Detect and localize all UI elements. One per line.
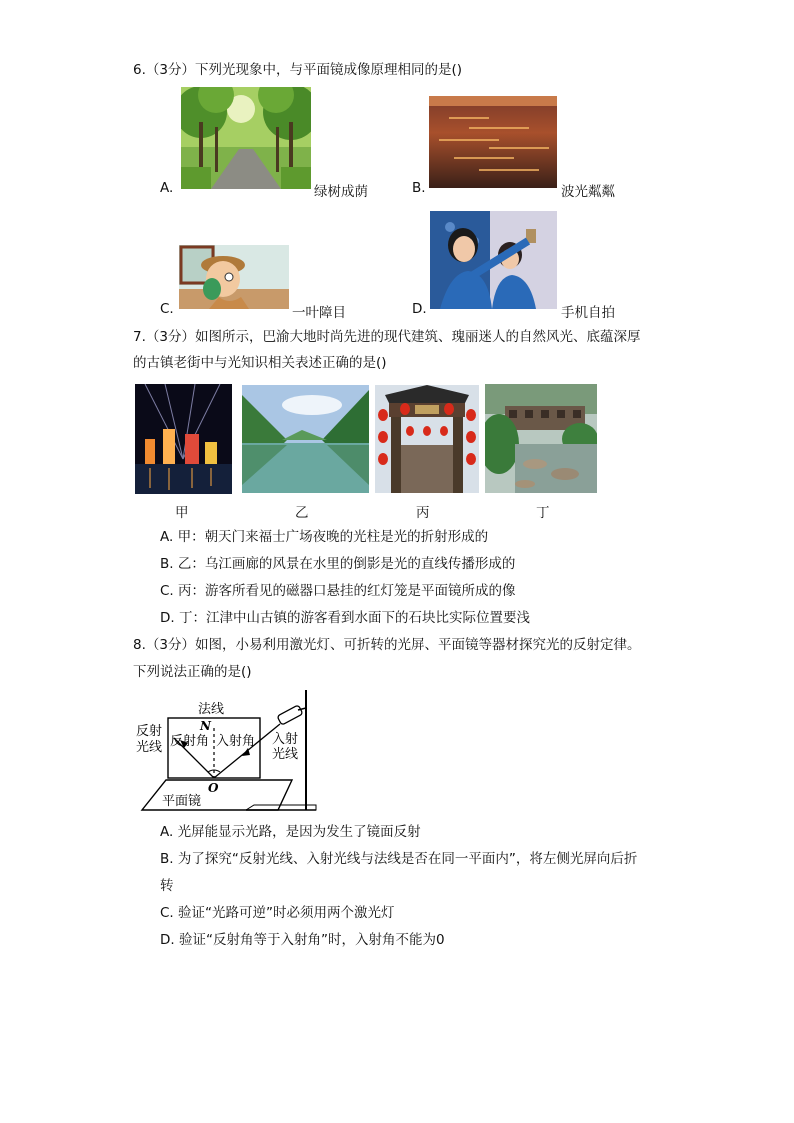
q6-option-a-letter: A. bbox=[160, 180, 174, 196]
label-n: N bbox=[200, 719, 211, 733]
q8-stem-line1: 8.（3分）如图，小易利用激光灯、可折转的光屏、平面镜等器材探究光的反射定律。 bbox=[133, 637, 641, 653]
q6-option-d-letter: D. bbox=[412, 301, 427, 317]
label-incident-ray-2: 光线 bbox=[272, 747, 299, 762]
q7-option-c: C. 丙：游客所看见的磁器口悬挂的红灯笼是平面镜所成的像 bbox=[160, 583, 516, 599]
q6-photo-selfie bbox=[430, 211, 557, 309]
q8-option-b-continued: 转 bbox=[160, 878, 174, 894]
label-incidence-angle: 入射角 bbox=[216, 734, 256, 749]
q7-photo-lantern-gate bbox=[375, 385, 479, 493]
q7-option-d: D. 丁：江津中山古镇的游客看到水面下的石块比实际位置要浅 bbox=[160, 610, 530, 626]
q7-caption-ding: 丁 bbox=[536, 505, 550, 521]
q7-stem-line1: 7.（3分）如图所示，巴渝大地时尚先进的现代建筑、瑰丽迷人的自然风光、底蕴深厚 bbox=[133, 329, 641, 345]
label-normal: 法线 bbox=[198, 702, 225, 717]
q7-option-b: B. 乙：乌江画廊的风景在水里的倒影是光的直线传播形成的 bbox=[160, 556, 516, 572]
q8-stem-line2: 下列说法正确的是() bbox=[133, 664, 252, 680]
q6-option-d-text: 手机自拍 bbox=[561, 305, 615, 321]
q7-caption-jia: 甲 bbox=[175, 505, 189, 521]
q6-photo-tree-avenue bbox=[181, 87, 311, 189]
q6-option-b-letter: B. bbox=[412, 180, 426, 196]
q6-option-b-text: 波光粼粼 bbox=[561, 184, 615, 200]
label-reflected-ray-1: 反射 bbox=[136, 724, 163, 739]
label-reflected-ray-2: 光线 bbox=[136, 740, 163, 755]
q7-photo-river-gorge bbox=[242, 385, 369, 493]
q6-option-c-letter: C. bbox=[160, 301, 174, 317]
label-reflection-angle: 反射角 bbox=[170, 734, 210, 749]
q6-photo-cartoon-leaf bbox=[179, 245, 289, 309]
q7-caption-yi: 乙 bbox=[295, 505, 309, 521]
q6-option-c-text: 一叶障目 bbox=[292, 305, 346, 321]
q7-photo-ancient-town bbox=[485, 384, 597, 493]
q7-stem-line2: 的古镇老街中与光知识相关表述正确的是() bbox=[133, 355, 387, 371]
label-o: O bbox=[208, 781, 219, 795]
q7-option-a: A. 甲：朝天门来福士广场夜晚的光柱是光的折射形成的 bbox=[160, 529, 489, 545]
q6-option-a-text: 绿树成荫 bbox=[314, 184, 368, 200]
q8-option-b: B. 为了探究“反射光线、入射光线与法线是否在同一平面内”，将左侧光屏向后折 bbox=[160, 851, 638, 867]
q7-caption-bing: 丙 bbox=[416, 505, 430, 521]
label-incident-ray-1: 入射 bbox=[272, 732, 299, 747]
q7-photo-night-city bbox=[135, 384, 232, 494]
q6-photo-sparkling-water bbox=[429, 96, 557, 188]
q8-option-a: A. 光屏能显示光路，是因为发生了镜面反射 bbox=[160, 824, 421, 840]
q8-option-d: D. 验证“反射角等于入射角”时，入射角不能为0 bbox=[160, 932, 445, 948]
laser-pointer-icon bbox=[277, 705, 306, 725]
q8-option-c: C. 验证“光路可逆”时必须用两个激光灯 bbox=[160, 905, 395, 921]
q6-stem: 6.（3分）下列光现象中，与平面镜成像原理相同的是() bbox=[133, 62, 463, 78]
q8-reflection-diagram bbox=[130, 688, 330, 816]
label-mirror: 平面镜 bbox=[162, 794, 202, 809]
